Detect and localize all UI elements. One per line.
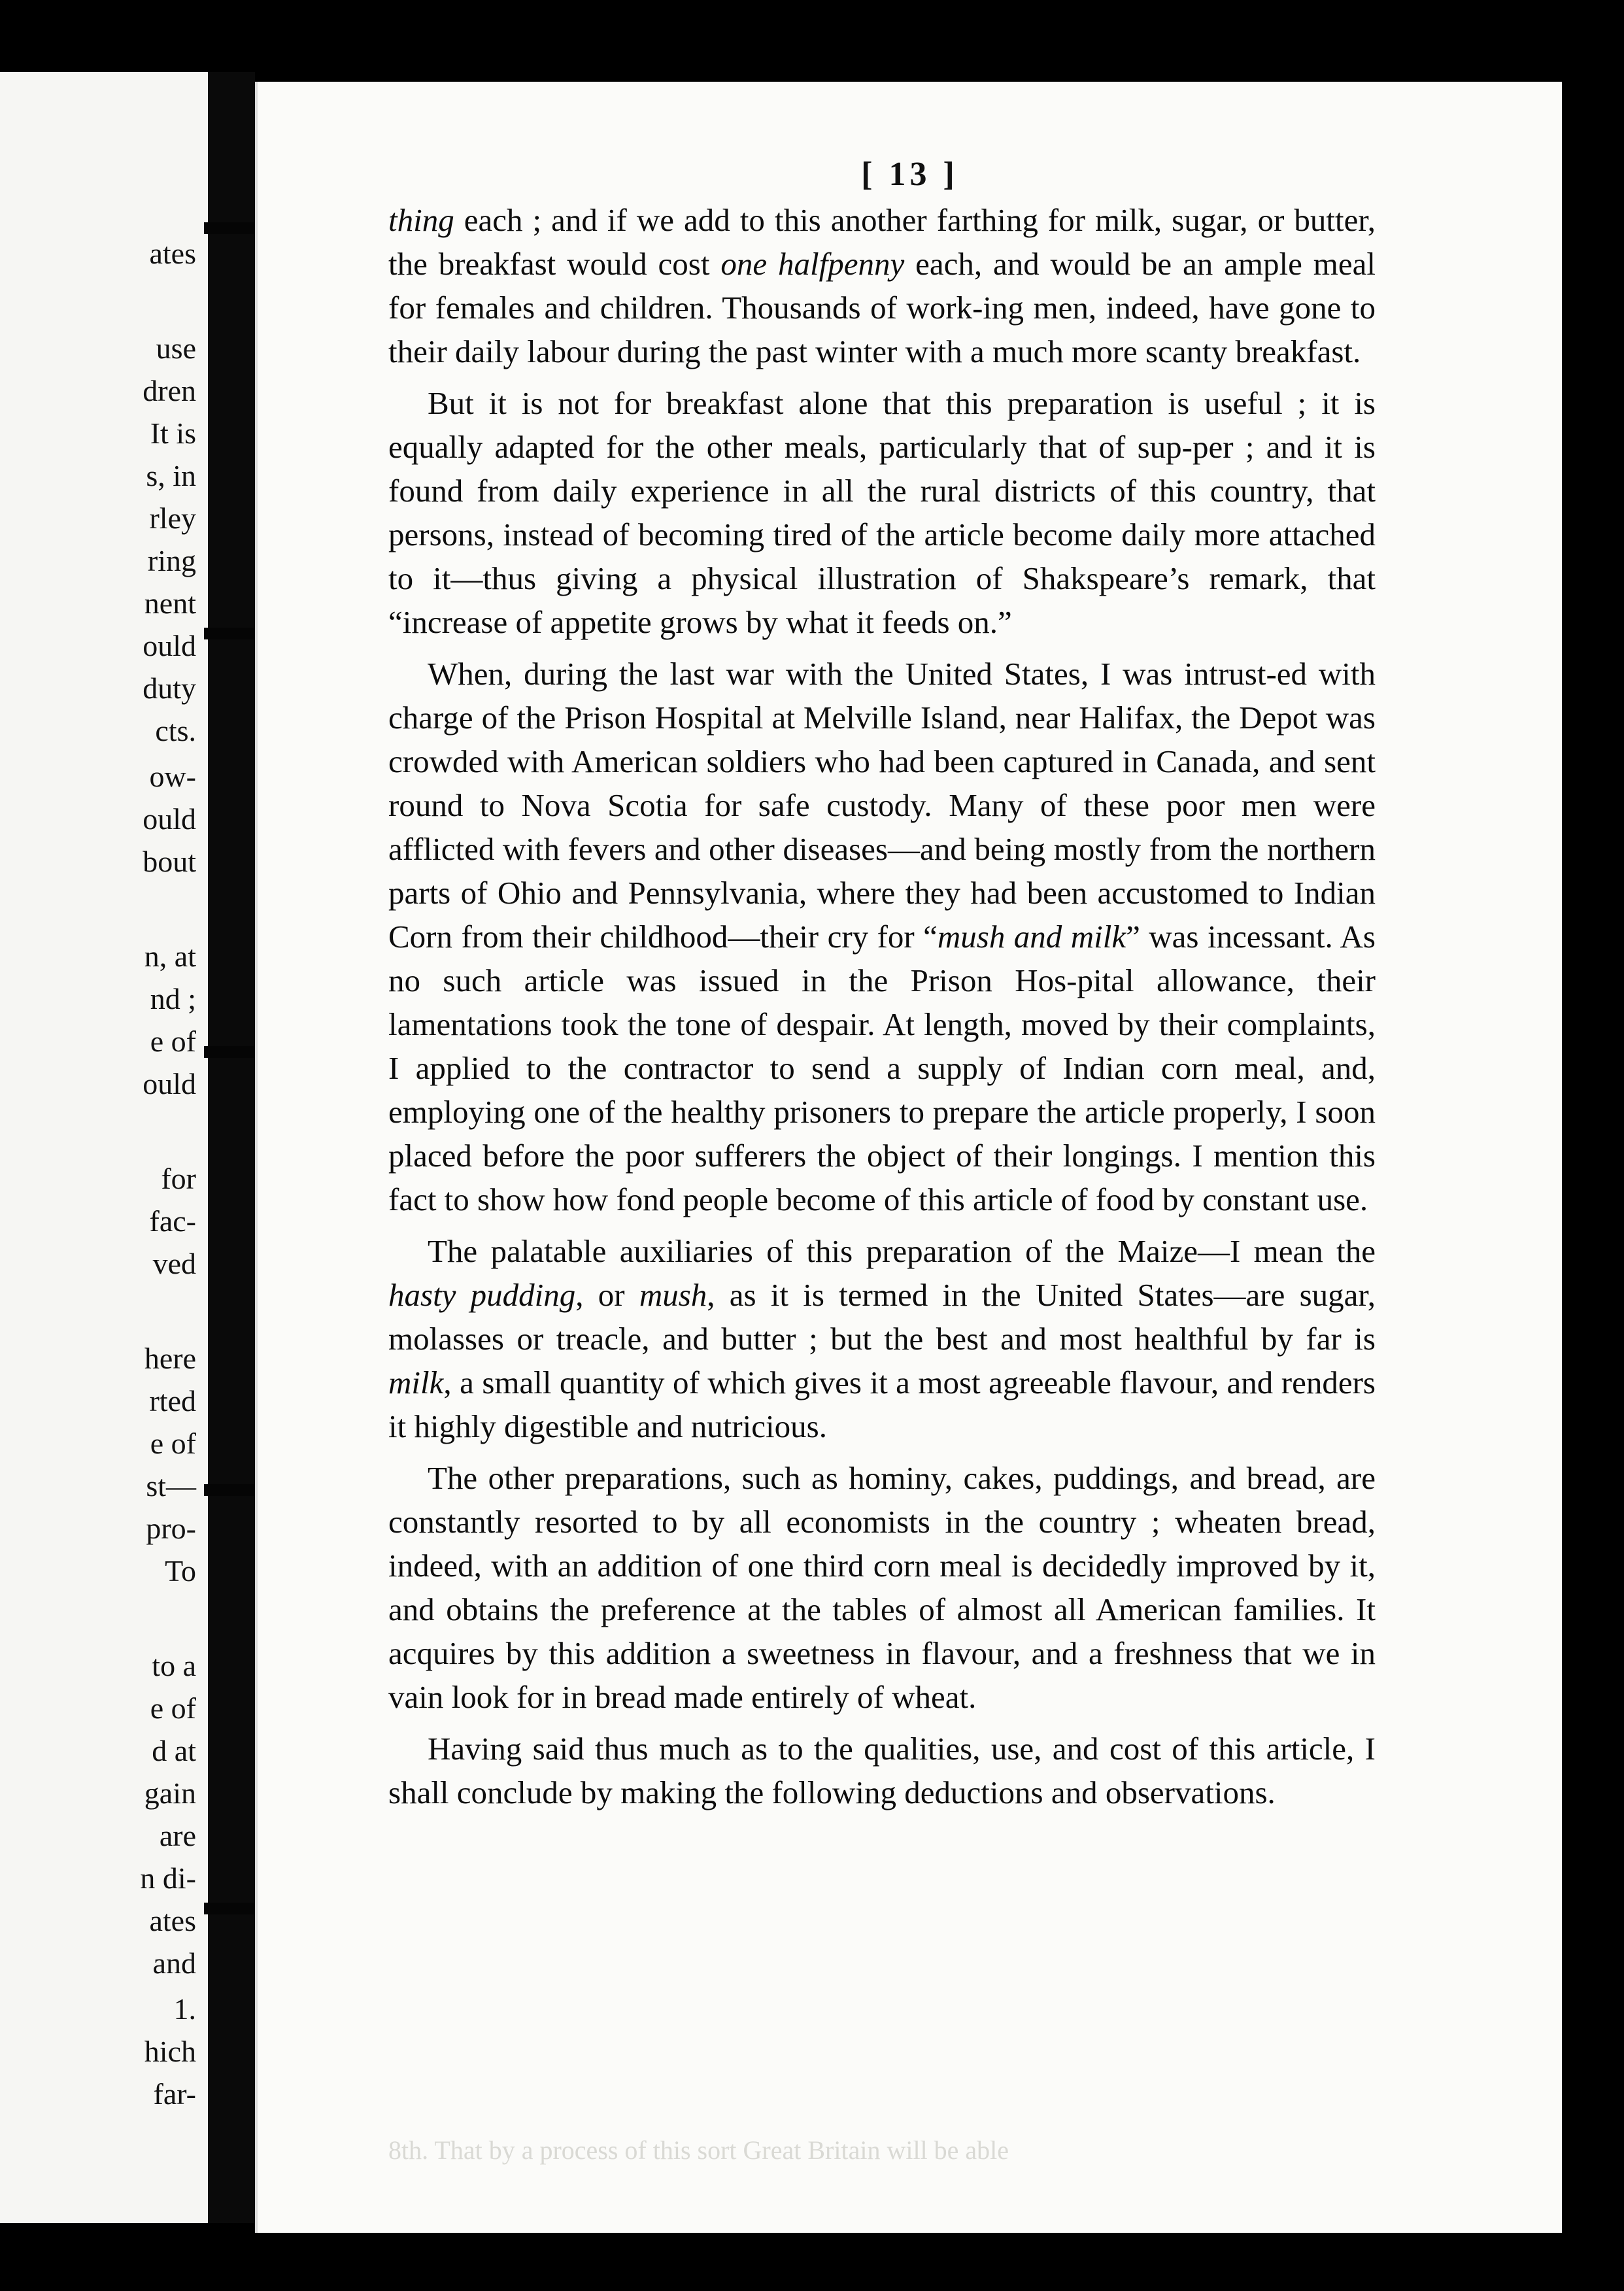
text-run: each ; and if we add to this another farthing for milk, sugar, or butter, the breakfast would cost: [388, 202, 1376, 282]
text-run: The other preparations, such as hominy, cakes, puddings, and bread, are constantly resorted to by all economists in the country ; wheaten bread, indeed, with an addition of one third corn meal is decidedly improved by it, and obtains the preference at the tables of almost all American families. It acquires by this addition a sweetness in flavour, and a freshness that we in vain look for in bread made entirely of wheat.: [388, 1460, 1376, 1715]
page-number: [ 13 ]: [861, 156, 958, 193]
paragraph: [388, 198, 1376, 373]
facing-page-line-fragment: ring: [147, 544, 196, 577]
italic-phrase: thing: [388, 202, 454, 238]
facing-page-line-fragment: here: [144, 1342, 196, 1375]
italic-phrase: milk: [388, 1365, 444, 1400]
paragraph: [388, 1456, 1376, 1719]
text-run: each, and would be an ample meal for females and children. Thousands of work-ing men, indeed, have gone to their daily labour during the past winter with a much more scanty breakfast.: [388, 246, 1376, 369]
facing-page-line-fragment: to a: [152, 1649, 196, 1682]
binding-stitch: [204, 1046, 263, 1058]
facing-page-line-fragment: ow-: [149, 760, 196, 793]
facing-page-line-fragment: n di-: [140, 1861, 196, 1895]
paragraph: [388, 652, 1376, 1221]
facing-page-line-fragment: for: [161, 1162, 196, 1195]
paragraph: [388, 1727, 1376, 1814]
facing-page-line-fragment: ould: [143, 802, 196, 836]
facing-page-line-fragment: gain: [144, 1776, 196, 1810]
facing-page-line-fragment: fac-: [149, 1204, 196, 1238]
italic-phrase: one halfpenny: [720, 246, 905, 282]
facing-page-line-fragment: and: [152, 1946, 196, 1980]
facing-page-line-fragment: n, at: [144, 940, 196, 973]
facing-page-line-fragment: To: [165, 1554, 196, 1587]
facing-page-line-fragment: ould: [143, 629, 196, 662]
binding-gutter: [208, 72, 255, 2223]
facing-page-line-fragment: e of: [150, 1427, 196, 1460]
facing-page-line-fragment: s, in: [146, 459, 196, 492]
facing-page-line-fragment: use: [156, 331, 196, 365]
facing-page-line-fragment: d at: [152, 1734, 196, 1767]
facing-page-line-fragment: bout: [143, 845, 196, 878]
text-run: ” was incessant. As no such article was issued in the Prison Hos-pital allowance, their lamentations took the tone of despair. At length, moved by their complaints, I applied to the contractor to send a supply of Indian corn meal, and, employing one of the healthy prisoners to prepare the article properly, I soon placed before the poor sufferers the object of their longings. I mention this fact to show how fond people become of this article of food by constant use.: [388, 919, 1376, 1217]
page-body-text: [388, 198, 1376, 1822]
facing-page-line-fragment: nent: [144, 586, 196, 620]
italic-phrase: mush and milk: [937, 919, 1126, 955]
facing-page-line-fragment: 1.: [173, 1992, 196, 2026]
text-run: The palatable auxiliaries of this preparation of the Maize—I mean the: [428, 1233, 1376, 1269]
facing-page-line-fragment: ould: [143, 1067, 196, 1100]
facing-page-line-fragment: duty: [143, 671, 196, 705]
binding-stitch: [204, 628, 263, 639]
facing-page-line-fragment: pro-: [146, 1512, 196, 1545]
facing-page-line-fragment: far-: [153, 2077, 196, 2111]
facing-page-line-fragment: e of: [150, 1691, 196, 1725]
binding-stitch: [204, 1484, 263, 1496]
italic-phrase: hasty pudding: [388, 1277, 576, 1313]
facing-page-line-fragment: st—: [146, 1469, 196, 1502]
bleed-through-text: 8th. That by a process of this sort Great Britain will be able: [388, 2135, 1009, 2165]
facing-page-line-fragment: rley: [149, 501, 196, 535]
text-run: Having said thus much as to the qualities, use, and cost of this article, I shall conclude by making the following deductions and observations.: [388, 1731, 1376, 1810]
binding-stitch: [204, 1903, 263, 1914]
facing-page-fragment: [0, 72, 208, 2223]
book-page: [255, 82, 1562, 2233]
facing-page-line-fragment: are: [159, 1819, 196, 1852]
facing-page-line-fragment: rted: [149, 1384, 196, 1417]
facing-page-line-fragment: ved: [152, 1247, 196, 1280]
text-run: , a small quantity of which gives it a most agreeable flavour, and renders it highly digestible and nutricious.: [388, 1365, 1376, 1444]
paragraph: [388, 381, 1376, 644]
text-run: , or: [575, 1277, 639, 1313]
facing-page-line-fragment: ates: [149, 237, 196, 270]
facing-page-line-fragment: e of: [150, 1025, 196, 1058]
binding-stitch: [204, 222, 263, 234]
italic-phrase: mush: [639, 1277, 707, 1313]
facing-page-line-fragment: It is: [150, 416, 196, 450]
paragraph: [388, 1229, 1376, 1448]
facing-page-line-fragment: cts.: [155, 714, 196, 747]
facing-page-line-fragment: dren: [143, 374, 196, 407]
facing-page-line-fragment: hich: [144, 2035, 196, 2068]
facing-page-line-fragment: nd ;: [150, 982, 196, 1015]
text-run: But it is not for breakfast alone that this preparation is useful ; it is equally adapted for the other meals, particularly that of sup-per ; and it is found from daily experience in all the rural districts of this country, that persons, instead of becoming tired of the article become daily more attached to it—thus giving a physical illustration of Shakspeare’s remark, that “increase of appetite grows by what it feeds on.”: [388, 385, 1376, 640]
text-run: , as it is termed in the United States—are sugar, molasses or treacle, and butter ; but the best and most healthful by far is: [388, 1277, 1376, 1357]
text-run: When, during the last war with the United States, I was intrust-ed with charge of the Prison Hospital at Melville Island, near Halifax, the Depot was crowded with American soldiers who had been captured in Canada, and sent round to Nova Scotia for safe custody. Many of these poor men were afflicted with fevers and other diseases—and being mostly from the northern parts of Ohio and Pennsylvania, where they had been accustomed to Indian Corn from their childhood—their cry for “: [388, 656, 1376, 955]
facing-page-line-fragment: ates: [149, 1904, 196, 1937]
